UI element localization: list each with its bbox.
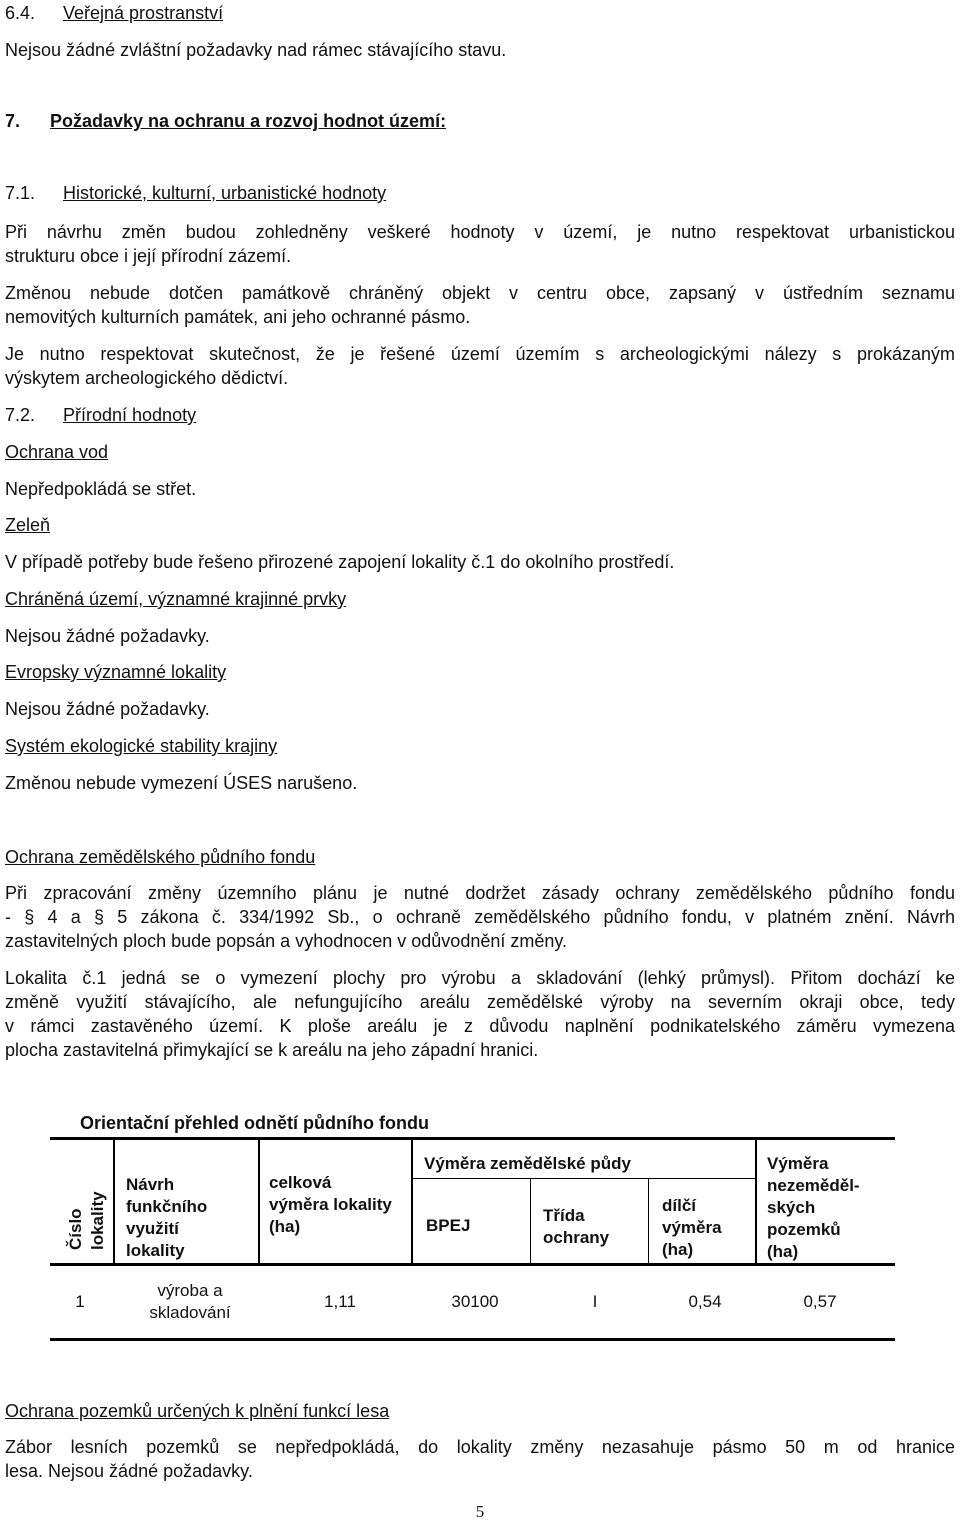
cell-line: výroba a: [157, 1281, 223, 1300]
section-6-4-heading: [5, 2, 223, 24]
cell-bpej: 30100: [451, 1292, 499, 1311]
cell-nezem: 0,57: [803, 1292, 837, 1311]
paragraph-line: změně využití stávajícího, ale nefungujícího areálu zemědělské výroby na severním okraji obce, tedy: [5, 992, 955, 1012]
header-line: (ha): [767, 1242, 799, 1261]
section-7-2-heading: [5, 404, 196, 426]
header-line: dílčí: [662, 1196, 697, 1215]
cell-navrh: [120, 1280, 260, 1324]
header-bpej: BPEJ: [426, 1216, 471, 1235]
paragraph-line: lesa. Nejsou žádné požadavky.: [5, 1461, 253, 1481]
header-line: Výměra: [767, 1154, 829, 1173]
subheading-les: Ochrana pozemků určených k plnění funkcí lesa: [5, 1401, 390, 1421]
header-line: využití: [126, 1219, 179, 1238]
header-navrh: [126, 1174, 207, 1262]
header-line: výměra lokality: [269, 1195, 392, 1214]
header-line: funkčního: [126, 1197, 208, 1216]
subheading-zelen: Zeleň: [5, 515, 51, 535]
subheading-ochrana-vod: Ochrana vod: [5, 442, 109, 462]
section-7-heading: [5, 110, 446, 132]
paragraph-line: strukturu obce i její přírodní zázemí.: [5, 246, 292, 266]
paragraph-line: Zábor lesních pozemků se nepředpokládá, do lokality změny nezasahuje pásmo 50 m od hranice: [5, 1437, 955, 1457]
header-line: pozemků: [767, 1220, 841, 1239]
paragraph-line: - § 4 a § 5 zákona č. 334/1992 Sb., o ochraně zemědělského půdního fondu, v platném znění. Návrh: [5, 907, 955, 927]
cell-celkova: 1,11: [324, 1292, 356, 1311]
header-celkova: [269, 1172, 392, 1238]
header-line: (ha): [662, 1240, 694, 1259]
table-subheader-line: [412, 1178, 755, 1179]
subheading-evl: Evropsky významné lokality: [5, 662, 227, 682]
section-title: Přírodní hodnoty: [63, 405, 197, 425]
header-dilci: [662, 1195, 722, 1261]
cell-line: skladování: [149, 1303, 231, 1322]
paragraph: Nejsou žádné zvláštní požadavky nad rámec stávajícího stavu.: [5, 40, 507, 60]
subheading-zpf: Ochrana zemědělského půdního fondu: [5, 847, 316, 867]
table-col-divider: [411, 1137, 413, 1265]
paragraph-line: zastavitelných ploch bude popsán a vyhodnocen v odůvodnění změny.: [5, 931, 568, 951]
paragraph-line: Změnou nebude dotčen památkově chráněný objekt v centru obce, zapsaný v ústředním seznamu: [5, 283, 955, 303]
paragraph: Změnou nebude vymezení ÚSES narušeno.: [5, 773, 358, 793]
header-nezemedelskych: [767, 1153, 860, 1263]
cell-dilci: 0,54: [688, 1292, 722, 1311]
section-title: Požadavky na ochranu a rozvoj hodnot území:: [50, 111, 447, 131]
table-header-bottom: [50, 1263, 895, 1266]
section-number: 7.: [5, 111, 21, 131]
subheading-chranena-uzemi: Chráněná území, významné krajinné prvky: [5, 589, 347, 609]
header-line: lokality: [126, 1241, 185, 1260]
paragraph-line: nemovitých kulturních památek, ani jeho ochranné pásmo.: [5, 307, 471, 327]
paragraph-line: Je nutno respektovat skutečnost, že je řešené území územím s archeologickými nálezy s prokázaným: [5, 344, 955, 364]
section-number: 6.4.: [5, 3, 36, 23]
paragraph: Nejsou žádné požadavky.: [5, 626, 210, 646]
header-line: celková: [269, 1173, 332, 1192]
section-number: 7.1.: [5, 183, 36, 203]
paragraph-line: plocha zastavitelná přimykající se k areálu na jeho západní hranici.: [5, 1040, 539, 1060]
header-line: (ha): [269, 1217, 301, 1236]
paragraph: Nepředpokládá se střet.: [5, 479, 197, 499]
table-col-divider: [530, 1178, 531, 1265]
paragraph-line: Při zpracování změny územního plánu je nutné dodržet zásady ochrany zemědělského půdního fondu: [5, 883, 955, 903]
paragraph-line: výskytem archeologického dědictví.: [5, 368, 289, 388]
table-col-divider: [648, 1178, 649, 1265]
header-cislo-lokality: [62, 1170, 112, 1260]
header-line: nezeměděl-: [767, 1176, 860, 1195]
table-title: Orientační přehled odnětí půdního fondu: [80, 1113, 429, 1133]
cell-cislo: 1: [75, 1292, 85, 1311]
header-line: ských: [767, 1198, 816, 1217]
header-vymera-zemedelske-pudy: Výměra zemědělské půdy: [424, 1154, 631, 1173]
table-col-divider: [113, 1137, 115, 1265]
table-border-bottom: [50, 1338, 895, 1341]
section-title: Historické, kulturní, urbanistické hodnoty: [63, 183, 387, 203]
cell-trida: I: [592, 1292, 598, 1311]
table-col-divider: [755, 1137, 757, 1265]
paragraph-line: v rámci zastavěného území. K ploše areálu je z důvodu naplnění podnikatelského záměru vymezena: [5, 1016, 955, 1036]
paragraph-line: Lokalita č.1 jedná se o vymezení plochy pro výrobu a skladování (lehký průmysl). Přitom dochází ke: [5, 968, 955, 988]
table-border-top: [50, 1137, 895, 1140]
page-number: 5: [475, 1502, 485, 1521]
header-line: výměra: [662, 1218, 722, 1237]
header-line: Třída: [543, 1206, 585, 1225]
paragraph: Nejsou žádné požadavky.: [5, 699, 210, 719]
section-7-1-heading: [5, 182, 386, 204]
header-line: Návrh: [126, 1175, 175, 1194]
subheading-uses: Systém ekologické stability krajiny: [5, 736, 278, 756]
paragraph: V případě potřeby bude řešeno přirozené zapojení lokality č.1 do okolního prostředí.: [5, 552, 675, 572]
table-col-divider: [258, 1137, 260, 1265]
header-cislo: Číslo: [66, 1208, 85, 1250]
header-trida: [543, 1205, 609, 1249]
paragraph-line: Při návrhu změn budou zohledněny veškeré hodnoty v území, je nutno respektovat urbanistickou: [5, 222, 955, 242]
header-line: ochrany: [543, 1228, 610, 1247]
section-number: 7.2.: [5, 405, 36, 425]
header-lokality: lokality: [88, 1191, 107, 1250]
section-title: Veřejná prostranství: [63, 3, 224, 23]
